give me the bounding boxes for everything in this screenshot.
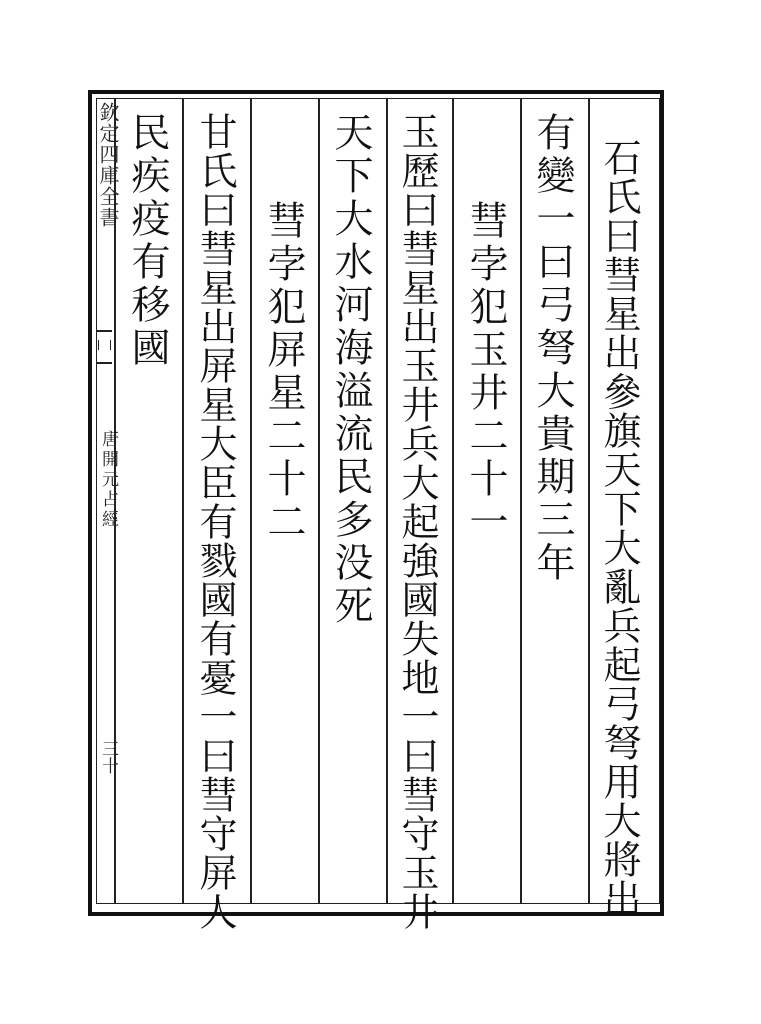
text-column-7: 甘氏曰彗星出屏星大臣有戮國有憂一曰彗守屏人 (193, 112, 237, 931)
text-column-8: 民疾疫有移國 (125, 112, 170, 370)
text-column-4: 玉歷曰彗星出玉井兵大起強國失地一曰彗守玉井 (395, 112, 439, 931)
column-rule (520, 98, 522, 904)
fish-tail-mark (96, 330, 112, 364)
page-frame-inner (96, 98, 660, 904)
banxin-book-title: 唐開元占經 (98, 430, 118, 530)
banxin-title: 欽定四庫全書 (96, 102, 120, 228)
text-column-1: 石氏曰彗星出參旗天下大亂兵起弓弩用大將出 (597, 138, 641, 918)
banxin-page-number: 三十 (98, 740, 118, 774)
column-rule (182, 98, 184, 904)
column-rule (318, 98, 320, 904)
text-column-5: 天下大水河海溢流民多没死 (328, 112, 373, 628)
text-column-2: 有變一曰弓弩大貴期三年 (530, 112, 575, 585)
text-column-6: 彗孛犯屏星二十二 (261, 200, 306, 544)
column-rule (452, 98, 454, 904)
column-rule (588, 98, 590, 904)
text-column-3: 彗孛犯玉井二十一 (463, 200, 508, 544)
column-rule (386, 98, 388, 904)
column-rule (250, 98, 252, 904)
